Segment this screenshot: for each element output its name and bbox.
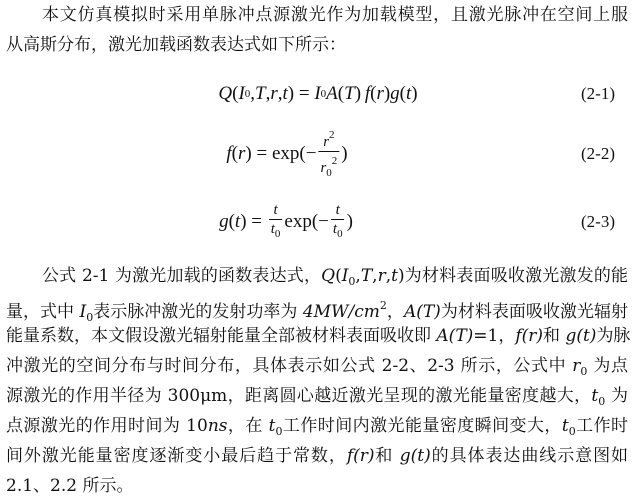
text-line (6, 441, 628, 471)
text-span: 的具体表达曲线示意图如 (430, 446, 629, 466)
equation-number: (2-2) (581, 144, 615, 163)
text-span: 间外激光能量密度逐渐变小最后趋于常数， (6, 446, 347, 466)
text-span: ， (386, 302, 404, 322)
text-line: 2.1、2.2 所示。 (6, 476, 134, 496)
text-span: 和 (543, 326, 566, 346)
text-span: 为 (611, 386, 628, 406)
text-span: 为材料表面吸收激光辐射 (440, 302, 628, 322)
equation-number: (2-1) (581, 84, 615, 103)
equation-number: (2-3) (581, 212, 615, 231)
equation-body: Q ( I 0 , T , r , t ) = I 0 A ( T ) f ( r ) g ( t ) (218, 83, 418, 104)
text-span: g(t) (399, 446, 431, 466)
text-span: 为点 (593, 356, 629, 376)
equation-2-3 (0, 192, 633, 252)
text-span: ns (207, 416, 228, 436)
equation-body: g ( t ) = $\frac{t}{t_0}$ exp(− $\frac{t}{t_0}$ ) (219, 201, 353, 243)
text-line: 本文仿真模拟时采用单脉冲点源激光作为加载模型，且激光脉冲在空间上服 (42, 5, 628, 25)
text-span: ，在 (227, 416, 269, 436)
text-span: 公式 2-1 为激光加载的函数表达式， (42, 266, 322, 286)
text-line: 公式 2-1 为激光加载的函数表达式，$Q(I_0,T,r,t)$为材料表面吸收激光激发的能 (42, 266, 628, 288)
text-span: 工作时 (575, 416, 629, 436)
text-span: 能量系数，本文假设激光辐射能量全部被材料表面吸收即 (6, 326, 437, 346)
equation-body: f ( r ) = exp(− $\frac{r^2}{r_0^2}$ ) (226, 126, 347, 182)
text-line: 量，式中 $I_0$表示脉冲激光的发射功率为 $4MW/cm^2$，A(T)为材料表面吸收激光辐射 (6, 299, 628, 324)
text-span: A(T) (436, 326, 474, 346)
text-line: 点源激光的作用时间为 10ns，在 $t_0$工作时间内激光能量密度瞬间变大，$t_0$工作时 (6, 416, 629, 438)
text-line: 源激光的作用半径为 300μm，距离圆心越近激光呈现的激光能量密度越大，$t_0$ 为 (6, 386, 628, 408)
text-span: 和 (374, 446, 400, 466)
text-line: 从高斯分布，激光加载函数表达式如下所示： (6, 35, 346, 55)
paragraph-intro (6, 0, 628, 60)
text-span: 2 (379, 299, 387, 312)
text-span: 为材料表面吸收激光激发的能 (404, 266, 628, 286)
text-span: f(r) (346, 446, 375, 466)
equation-2-2 (0, 124, 633, 184)
text-span: 工作时间内激光能量密度瞬间变大， (282, 416, 562, 436)
text-span: 源激光的作用半径为 300μm，距离圆心越近激光呈现的激光能量密度越大， (6, 386, 592, 406)
text-span: A(T) (403, 302, 441, 322)
text-span: 表示脉冲激光的发射功率为 (93, 302, 303, 322)
paragraph-explanation (6, 261, 631, 501)
text-line: 冲激光的空间分布与时间分布，具体表示如公式 2-2、2-3 所示，公式中 $r_0$ 为点 (6, 356, 629, 378)
text-span: 点源激光的作用时间为 10 (6, 416, 208, 436)
equation-2-1 (0, 64, 633, 124)
text-line (6, 321, 631, 351)
text-span: 为脉 (596, 326, 631, 346)
text-span: f(r) (515, 326, 544, 346)
text-span: =1， (473, 326, 516, 346)
text-span: g(t) (565, 326, 597, 346)
text-span: 4MW/cm (302, 302, 380, 322)
text-span: 量，式中 (6, 302, 80, 322)
text-span: 冲激光的空间分布与时间分布，具体表示如公式 2-2、2-3 所示，公式中 (6, 356, 573, 376)
